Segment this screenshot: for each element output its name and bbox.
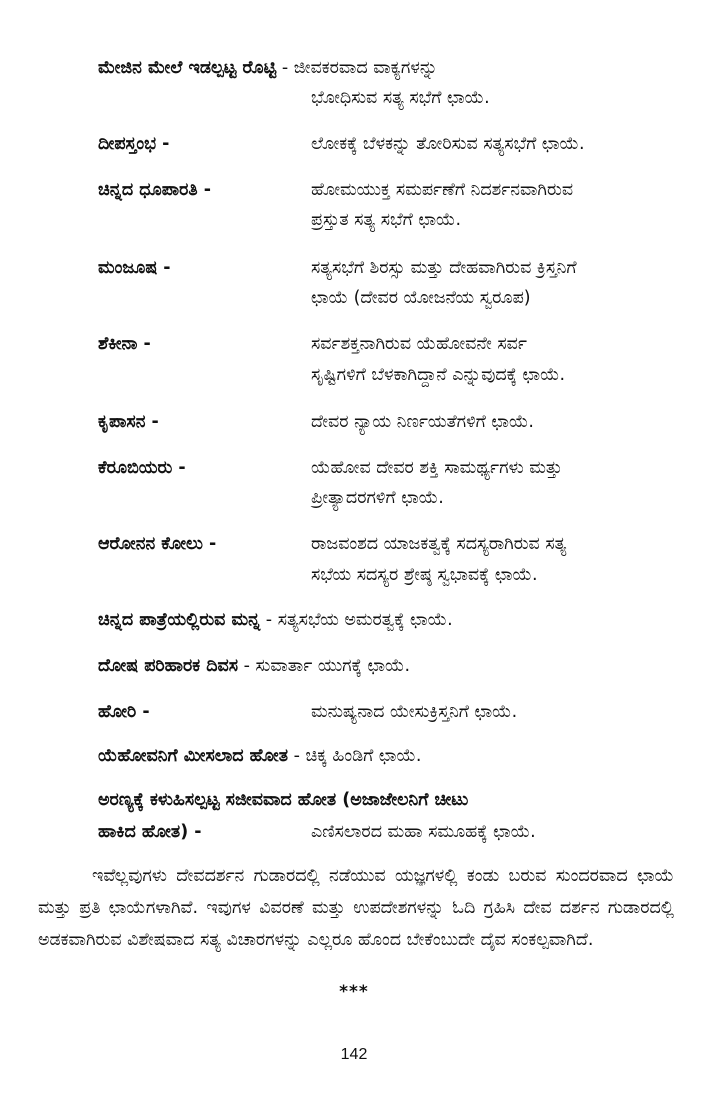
entry-2-term: ದೀಪಸ್ತಂಭ - — [98, 134, 170, 154]
entry-12-definition-line1: ಚಿಕ್ಕ ಹಿಂಡಿಗೆ ಛಾಯೆ. — [305, 746, 422, 766]
entry-8-definition-line2: ಸಭೆಯ ಸದಸ್ಯರ ಶ್ರೇಷ್ಠ ಸ್ವಭಾವಕ್ಕೆ ಛಾಯೆ. — [311, 565, 538, 585]
entry-2-definition-line1: ಲೋಕಕ್ಕೆ ಬೆಳಕನ್ನು ತೋರಿಸುವ ಸತ್ಯಸಭೆಗೆ ಛಾಯೆ. — [311, 134, 585, 154]
entry-9-definition-line1: ಸತ್ಯಸಭೆಯ ಅಮರತ್ವಕ್ಕೆ ಛಾಯೆ. — [277, 610, 453, 630]
entry-1-term: ಮೇಜಿನ ಮೇಲೆ ಇಡಲ್ಪಟ್ಟ ರೊಟ್ಟಿ — [98, 58, 277, 78]
entry-7-definition-line1: ಯೆಹೋವ ದೇವರ ಶಕ್ತಿ ಸಾಮರ್ಥ್ಯಗಳು ಮತ್ತು — [311, 458, 563, 478]
entry-9-term: ಚಿನ್ನದ ಪಾತ್ರೆಯಲ್ಲಿರುವ ಮನ್ನ — [98, 610, 261, 630]
entry-1-line — [98, 54, 438, 82]
entry-10-term: ದೋಷ ಪರಿಹಾರಕ ದಿವಸ — [98, 656, 239, 676]
entry-10-separator: - — [243, 656, 250, 676]
entry-5-term: ಶೆಕೀನಾ - — [98, 334, 151, 354]
entry-1-separator: - — [281, 58, 289, 78]
entry-12-line — [98, 742, 421, 770]
entry-9-separator: - — [265, 610, 273, 630]
entry-6-term: ಕೃಪಾಸನ - — [98, 412, 159, 432]
entry-4-definition-line2: ಛಾಯೆ (ದೇವರ ಯೋಜನೆಯ ಸ್ವರೂಪ) — [311, 288, 531, 308]
entry-5-definition-line1: ಸರ್ವಶಕ್ತನಾಗಿರುವ ಯೆಹೋವನೇ ಸರ್ವ — [311, 334, 527, 354]
entry-4-definition-line1: ಸತ್ಯಸಭೆಗೆ ಶಿರಸ್ಸು ಮತ್ತು ದೇಹವಾಗಿರುವ ಕ್ರಿಸ್ತನಿಗೆ — [311, 258, 577, 278]
entry-7-term: ಕೆರೂಬಿಯರು - — [98, 458, 186, 478]
entry-8-term: ಆರೋನನ ಕೋಲು - — [98, 534, 217, 554]
entry-11-term: ಹೋರಿ - — [98, 702, 150, 722]
entry-12-separator: - — [293, 746, 300, 766]
entry-10-line — [98, 652, 410, 680]
entry-3-definition-line2: ಪ್ರಸ್ತುತ ಸತ್ಯ ಸಭೆಗೆ ಛಾಯೆ. — [311, 210, 462, 230]
entry-5-definition-line2: ಸೃಷ್ಟಿಗಳಿಗೆ ಬೆಳಕಾಗಿದ್ದಾನೆ ಎನ್ನುವುದಕ್ಕೆ ಛಾಯೆ. — [311, 365, 566, 385]
entry-9-line — [98, 606, 453, 634]
entry-3-term: ಚಿನ್ನದ ಧೂಪಾರತಿ - — [98, 180, 212, 200]
entry-4-term: ಮಂಜೂಷ - — [98, 258, 171, 278]
entry-12-term: ಯೆಹೋವನಿಗೆ ಮೀಸಲಾದ ಹೋತ — [98, 746, 288, 766]
closing-paragraph: ಇವೆಲ್ಲವುಗಳು ದೇವದರ್ಶನ ಗುಡಾರದಲ್ಲಿ ನಡೆಯುವ ಯಜ್ಞಗಳಲ್ಲಿ ಕಂಡು ಬರುವ ಸುಂದರವಾದ ಛಾಯೆ ಮತ್ತು ಪ್ರತಿ ಛಾಯೆಗಳಾಗಿವೆ. ಇವುಗಳ ವಿವರಣೆ ಮತ್ತು ಉಪದೇಶಗಳನ್ನು ಓದಿ ಗ್ರಹಿಸಿ ದೇವ ದರ್ಶನ ಗುಡಾರದಲ್ಲಿ ಅಡಕವಾಗಿರುವ ವಿಶೇಷವಾದ ಸತ್ಯ ವಿಚಾರಗಳನ್ನು ಎಲ್ಲರೂ ಹೊಂದ ಬೇಕೆಂಬುದೇ ದೈವ ಸಂಕಲ್ಪವಾಗಿದೆ. — [38, 866, 674, 950]
entry-3-definition-line1: ಹೋಮಯುಕ್ತ ಸಮರ್ಪಣೆಗೆ ನಿದರ್ಶನವಾಗಿರುವ — [311, 180, 574, 200]
entry-13-term-line2: ಹಾಕಿದ ಹೋತ) - — [98, 822, 202, 842]
page-number: 142 — [340, 1046, 368, 1063]
entry-1-definition-line1: ಜೀವಕರವಾದ ವಾಕ್ಯಗಳನ್ನು — [293, 58, 438, 78]
entry-1-definition-line2: ಭೋಧಿಸುವ ಸತ್ಯ ಸಭೆಗೆ ಛಾಯೆ. — [311, 88, 490, 108]
entry-13-definition-line1: ಎಣಿಸಲಾರದ ಮಹಾ ಸಮೂಹಕ್ಕೆ ಛಾಯೆ. — [311, 822, 536, 842]
entry-10-definition-line1: ಸುವಾರ್ತಾ ಯುಗಕ್ಕೆ ಛಾಯೆ. — [255, 656, 411, 676]
entry-11-definition-line1: ಮನುಷ್ಯನಾದ ಯೇಸುಕ್ರಿಸ್ತನಿಗೆ ಛಾಯೆ. — [311, 702, 518, 722]
entry-8-definition-line1: ರಾಜವಂಶದ ಯಾಜಕತ್ವಕ್ಕೆ ಸದಸ್ಯರಾಗಿರುವ ಸತ್ಯ — [311, 534, 567, 554]
section-separator-stars: *** — [339, 982, 369, 1002]
entry-6-definition-line1: ದೇವರ ನ್ಯಾಯ ನಿರ್ಣಯತೆಗಳಿಗೆ ಛಾಯೆ. — [311, 412, 534, 432]
entry-7-definition-line2: ಪ್ರೀತ್ಯಾದರಗಳಿಗೆ ಛಾಯೆ. — [311, 488, 444, 508]
entry-13-term-line1: ಅರಣ್ಯಕ್ಕೆ ಕಳುಹಿಸಲ್ಪಟ್ಟ ಸಜೀವವಾದ ಹೋತ (ಅಜಾಜೇಲನಿಗೆ ಚೀಟು — [98, 790, 469, 810]
